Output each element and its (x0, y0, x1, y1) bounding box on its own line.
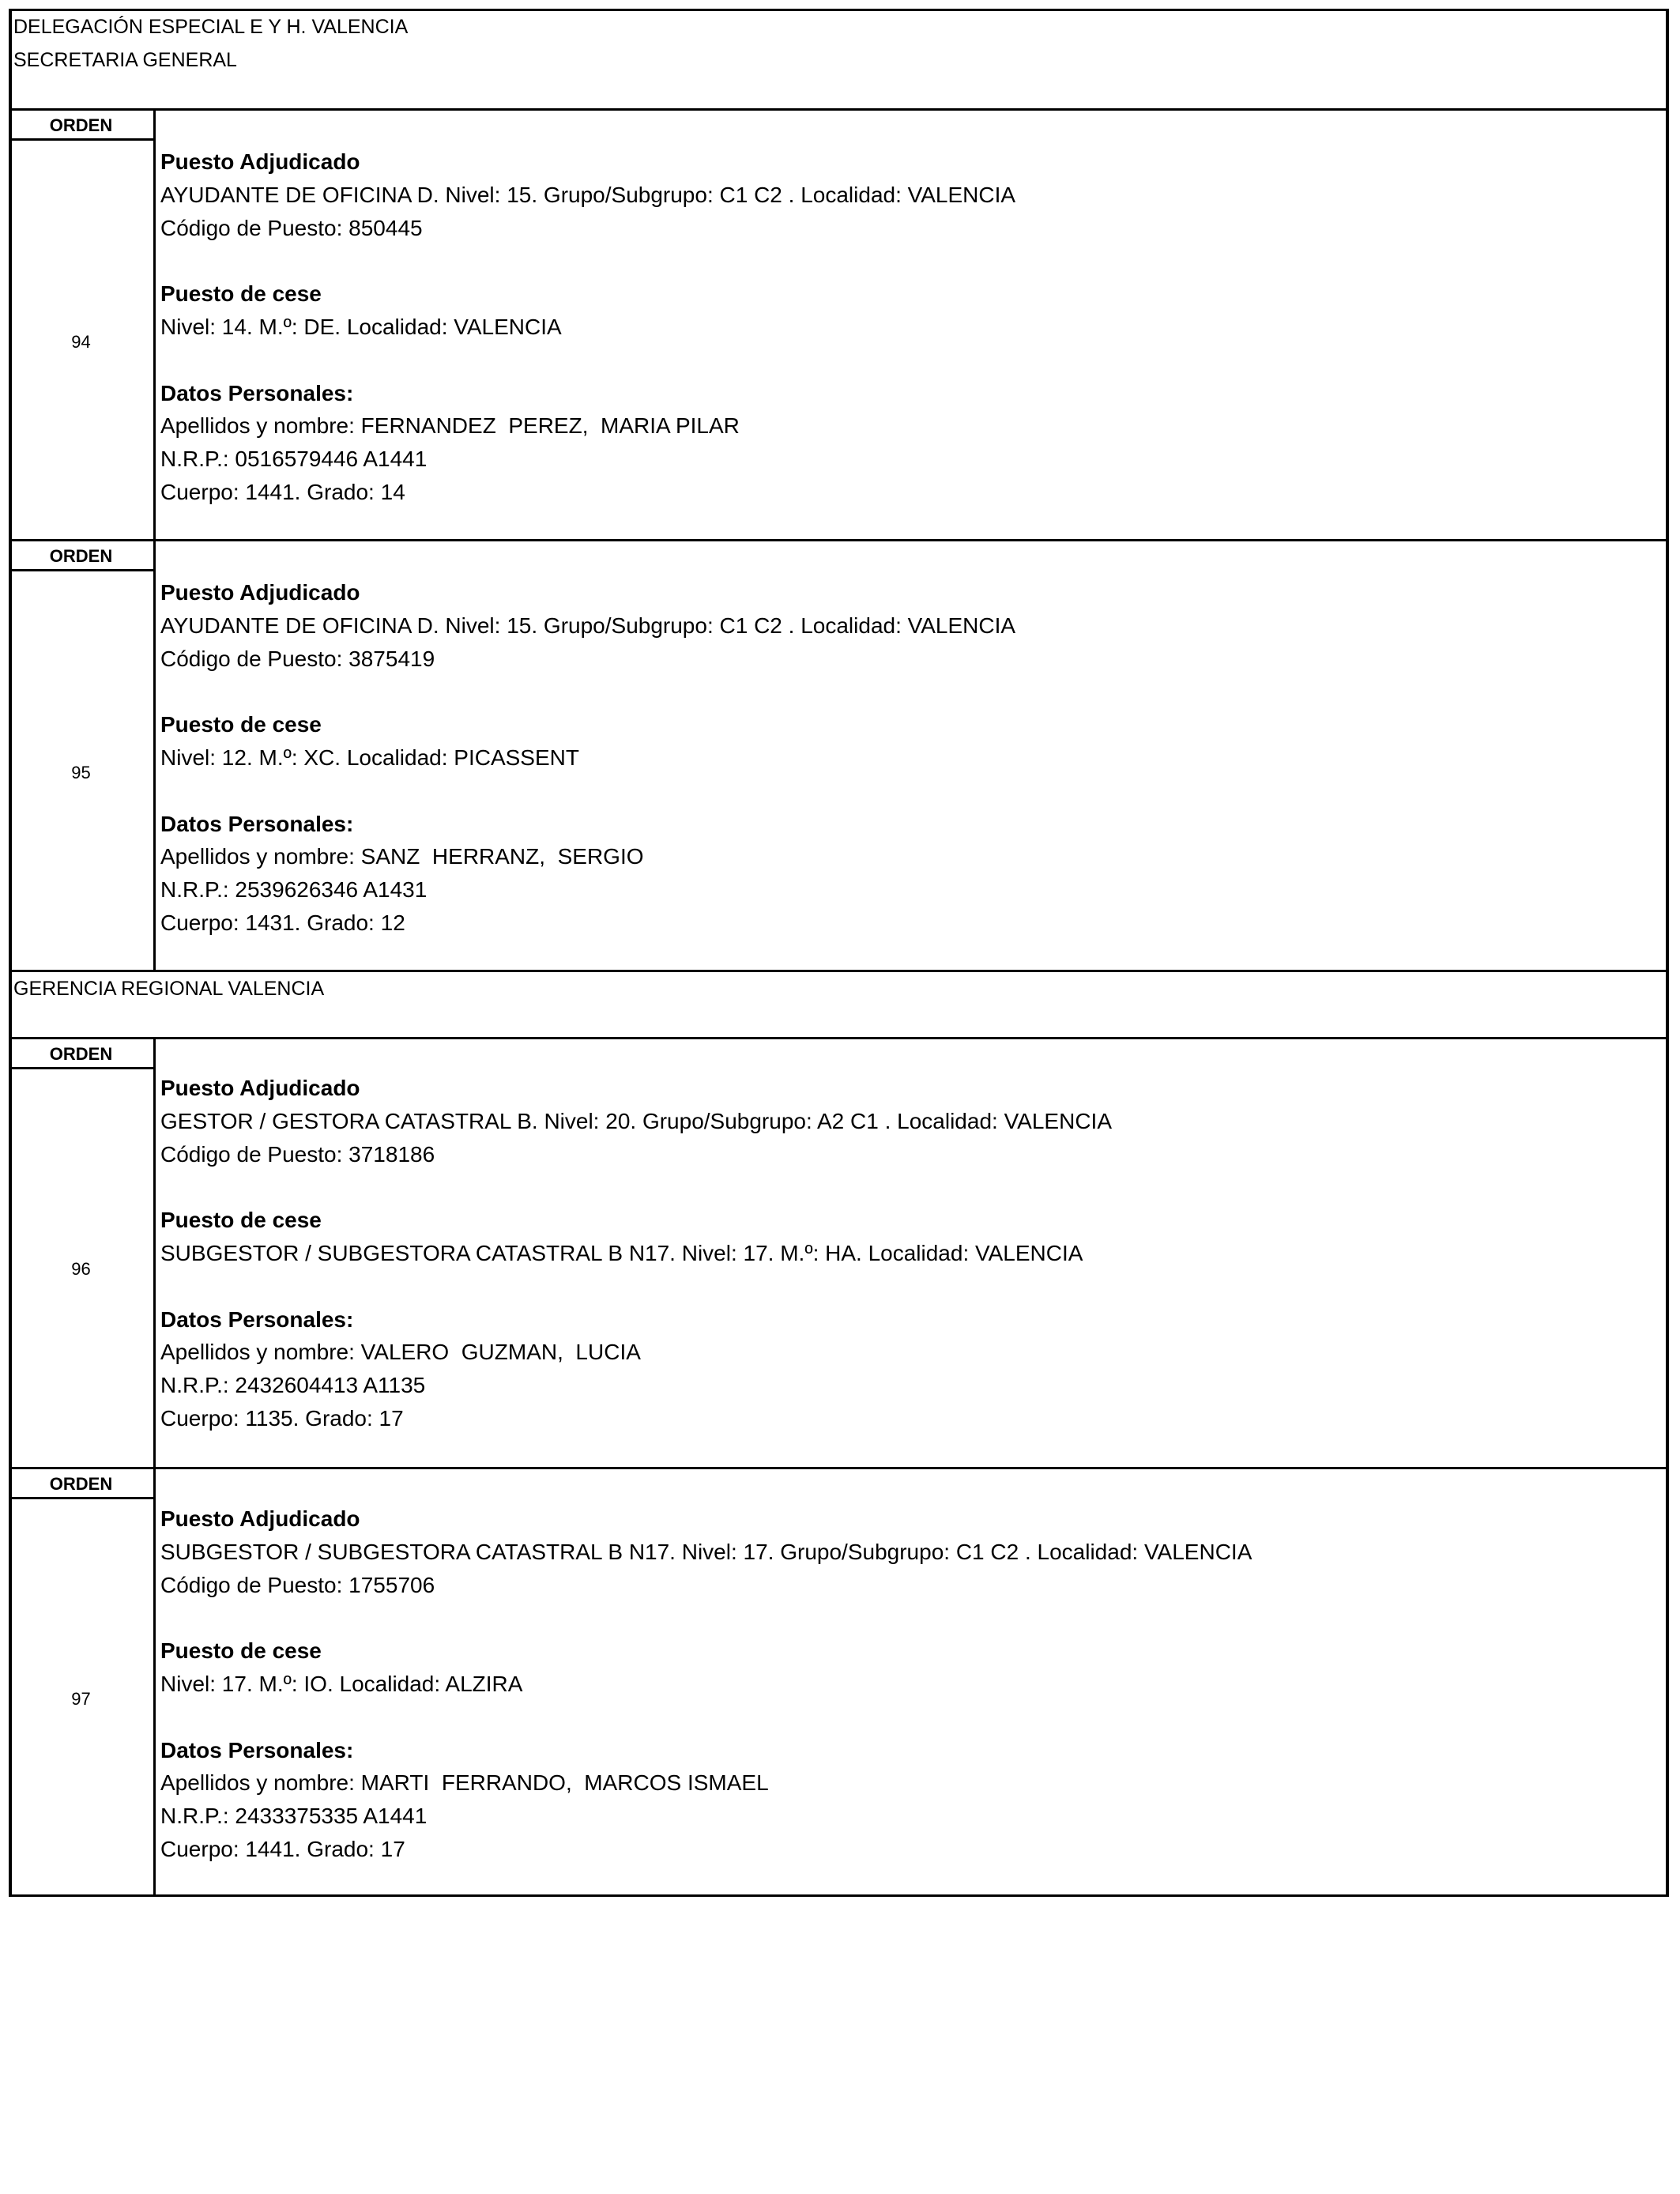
apellidos-nombre: Apellidos y nombre: MARTI FERRANDO, MARCOS ISMAEL (160, 1770, 769, 1796)
personales-title: Datos Personales: (160, 380, 354, 405)
codigo-puesto: Código de Puesto: 3718186 (160, 1141, 435, 1167)
personales-title: Datos Personales: (160, 1737, 354, 1762)
section-header (9, 970, 1669, 1037)
nrp: N.R.P.: 2432604413 A1135 (160, 1373, 426, 1398)
entry-content (160, 1502, 1252, 1866)
entry-row (9, 1467, 1669, 1897)
orden-number: 97 (71, 1689, 91, 1709)
cese-title: Puesto de cese (160, 1638, 322, 1664)
adjudicado-title: Puesto Adjudicado (160, 580, 360, 605)
orden-number: 95 (71, 763, 91, 782)
document-table (9, 9, 1669, 1897)
entry-content (160, 576, 1015, 940)
orden-label: ORDEN (9, 1039, 153, 1069)
cuerpo-grado: Cuerpo: 1441. Grado: 14 (160, 479, 405, 504)
cese-line: SUBGESTOR / SUBGESTORA CATASTRAL B N17. Nivel: 17. M.º: HA. Localidad: VALENCIA (160, 1240, 1083, 1265)
cese-title: Puesto de cese (160, 712, 322, 737)
adjudicado-title: Puesto Adjudicado (160, 149, 360, 174)
entry-row (9, 1037, 1669, 1467)
apellidos-nombre: Apellidos y nombre: SANZ HERRANZ, SERGIO (160, 844, 644, 869)
entry-row (9, 539, 1669, 970)
orden-label: ORDEN (9, 1469, 153, 1499)
orden-label: ORDEN (9, 111, 153, 141)
header-line: SECRETARIA GENERAL (13, 49, 237, 71)
cese-title: Puesto de cese (160, 281, 322, 307)
personales-title: Datos Personales: (160, 1306, 354, 1332)
entry-row (9, 108, 1669, 539)
orden-column (9, 541, 156, 970)
codigo-puesto: Código de Puesto: 850445 (160, 215, 423, 240)
entry-content (160, 145, 1015, 509)
apellidos-nombre: Apellidos y nombre: VALERO GUZMAN, LUCIA (160, 1340, 641, 1365)
codigo-puesto: Código de Puesto: 1755706 (160, 1572, 435, 1597)
orden-column (9, 111, 156, 539)
nrp: N.R.P.: 2539626346 A1431 (160, 877, 428, 903)
cese-line: Nivel: 12. M.º: XC. Localidad: PICASSENT (160, 745, 579, 770)
header-line: DELEGACIÓN ESPECIAL E Y H. VALENCIA (13, 16, 409, 38)
orden-number: 96 (71, 1259, 91, 1279)
cuerpo-grado: Cuerpo: 1431. Grado: 12 (160, 910, 405, 935)
header-line: GERENCIA REGIONAL VALENCIA (13, 978, 325, 1000)
cuerpo-grado: Cuerpo: 1135. Grado: 17 (160, 1405, 404, 1431)
adjudicado-line: SUBGESTOR / SUBGESTORA CATASTRAL B N17. Nivel: 17. Grupo/Subgrupo: C1 C2 . Localidad: VALENCIA (160, 1539, 1252, 1564)
nrp: N.R.P.: 0516579446 A1441 (160, 447, 428, 472)
nrp: N.R.P.: 2433375335 A1441 (160, 1804, 428, 1829)
entry-content (160, 1072, 1112, 1435)
adjudicado-line: GESTOR / GESTORA CATASTRAL B. Nivel: 20. Grupo/Subgrupo: A2 C1 . Localidad: VALENCIA (160, 1108, 1112, 1133)
adjudicado-line: AYUDANTE DE OFICINA D. Nivel: 15. Grupo/Subgrupo: C1 C2 . Localidad: VALENCIA (160, 613, 1016, 638)
cese-title: Puesto de cese (160, 1208, 322, 1233)
cese-line: Nivel: 14. M.º: DE. Localidad: VALENCIA (160, 314, 562, 339)
personales-title: Datos Personales: (160, 811, 354, 836)
orden-label: ORDEN (9, 541, 153, 571)
cese-line: Nivel: 17. M.º: IO. Localidad: ALZIRA (160, 1671, 523, 1696)
adjudicado-title: Puesto Adjudicado (160, 1076, 360, 1100)
orden-column (9, 1469, 156, 1897)
adjudicado-title: Puesto Adjudicado (160, 1506, 360, 1531)
codigo-puesto: Código de Puesto: 3875419 (160, 646, 435, 671)
orden-number: 94 (71, 332, 91, 352)
adjudicado-line: AYUDANTE DE OFICINA D. Nivel: 15. Grupo/Subgrupo: C1 C2 . Localidad: VALENCIA (160, 182, 1016, 207)
orden-column (9, 1039, 156, 1467)
cuerpo-grado: Cuerpo: 1441. Grado: 17 (160, 1836, 405, 1861)
section-header (9, 9, 1669, 108)
apellidos-nombre: Apellidos y nombre: FERNANDEZ PEREZ, MARIA PILAR (160, 413, 740, 439)
